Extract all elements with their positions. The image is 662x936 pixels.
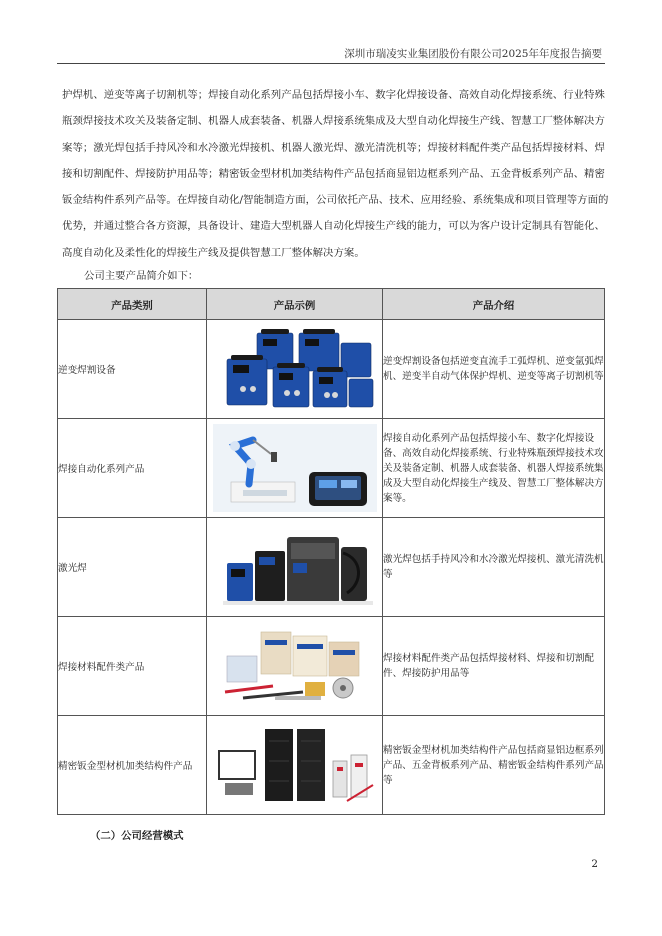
body-paragraph (62, 82, 609, 266)
inverter-welder-image (213, 325, 377, 413)
product-category: 激光焊 (58, 518, 207, 617)
table-header-row (58, 289, 605, 320)
product-category: 焊接材料配件类产品 (58, 617, 207, 716)
laser-welder-image (213, 523, 377, 611)
product-image-cell (207, 518, 383, 617)
table-intro: 公司主要产品简介如下： (84, 270, 199, 282)
product-description: 逆变焊割设备包括逆变直流手工弧焊机、逆变氩弧焊机、逆变半自动气体保护焊机、逆变等离子切割机等 (383, 320, 605, 419)
product-category: 焊接自动化系列产品 (58, 419, 207, 518)
product-description: 激光焊包括手持风冷和水冷激光焊接机、激光清洗机等 (383, 518, 605, 617)
body-line: 案等；激光焊包括手持风冷和水冷激光焊接机、机器人激光焊、激光清洗机等；焊接材料配件类产品包括焊接材料、焊 (62, 141, 605, 154)
product-image-cell (207, 320, 383, 419)
product-description: 精密钣金型材机加类结构件产品包括商显铝边框系列产品、五金背板系列产品、精密钣金结构件系列产品等 (383, 716, 605, 815)
product-category: 逆变焊割设备 (58, 320, 207, 419)
body-line: 接和切割配件、焊接防护用品等；精密钣金型材机加类结构件产品包括商显铝边框系列产品、五金背板系列产品、精密 (62, 167, 605, 180)
sheet-metal-parts-image (213, 721, 377, 809)
header-category: 产品类别 (58, 289, 207, 320)
page-number: 2 (591, 858, 598, 870)
body-line: 优势，并通过整合各方资源，具备设计、建造大型机器人自动化焊接生产线的能力，可以为客户设计定制具有智能化、 (62, 220, 605, 233)
table-row (58, 419, 605, 518)
product-image-cell (207, 419, 383, 518)
table-row (58, 518, 605, 617)
body-line: 瓶颈焊接技术攻关及装备定制、机器人成套装备、机器人焊接系统集成及大型自动化焊接生产线、智慧工厂整体解决方 (62, 115, 605, 128)
product-description: 焊接材料配件类产品包括焊接材料、焊接和切割配件、焊接防护用品等 (383, 617, 605, 716)
header-example: 产品示例 (207, 289, 383, 320)
body-line: 钣金结构件系列产品等。在焊接自动化/智能制造方面，公司依托产品、技术、应用经验、系统集成和项目管理等方面的 (62, 194, 609, 207)
report-header: 深圳市瑞凌实业集团股份有限公司2025年年度报告摘要 (344, 48, 602, 60)
header-description: 产品介绍 (383, 289, 605, 320)
welding-materials-image (213, 622, 377, 710)
welding-robot-image (213, 424, 377, 512)
header-divider (57, 63, 605, 64)
section-heading: （二）公司经营模式 (90, 830, 184, 842)
product-image-cell (207, 716, 383, 815)
product-table (57, 288, 605, 815)
table-row (58, 617, 605, 716)
body-line: 护焊机、逆变等离子切割机等；焊接自动化系列产品包括焊接小车、数字化焊接设备、高效自动化焊接系统、行业特殊 (62, 89, 605, 101)
product-category: 精密钣金型材机加类结构件产品 (58, 716, 207, 815)
table-row (58, 716, 605, 815)
product-image-cell (207, 617, 383, 716)
body-line: 高度自动化及柔性化的焊接生产线及提供智慧工厂整体解决方案。 (62, 246, 365, 259)
table-row (58, 320, 605, 419)
product-description: 焊接自动化系列产品包括焊接小车、数字化焊接设备、高效自动化焊接系统、行业特殊瓶颈焊接技术攻关及装备定制、机器人成套装备、机器人焊接系统集成及大型自动化焊接生产线及、智慧工厂整体解决方案等。 (383, 419, 605, 518)
